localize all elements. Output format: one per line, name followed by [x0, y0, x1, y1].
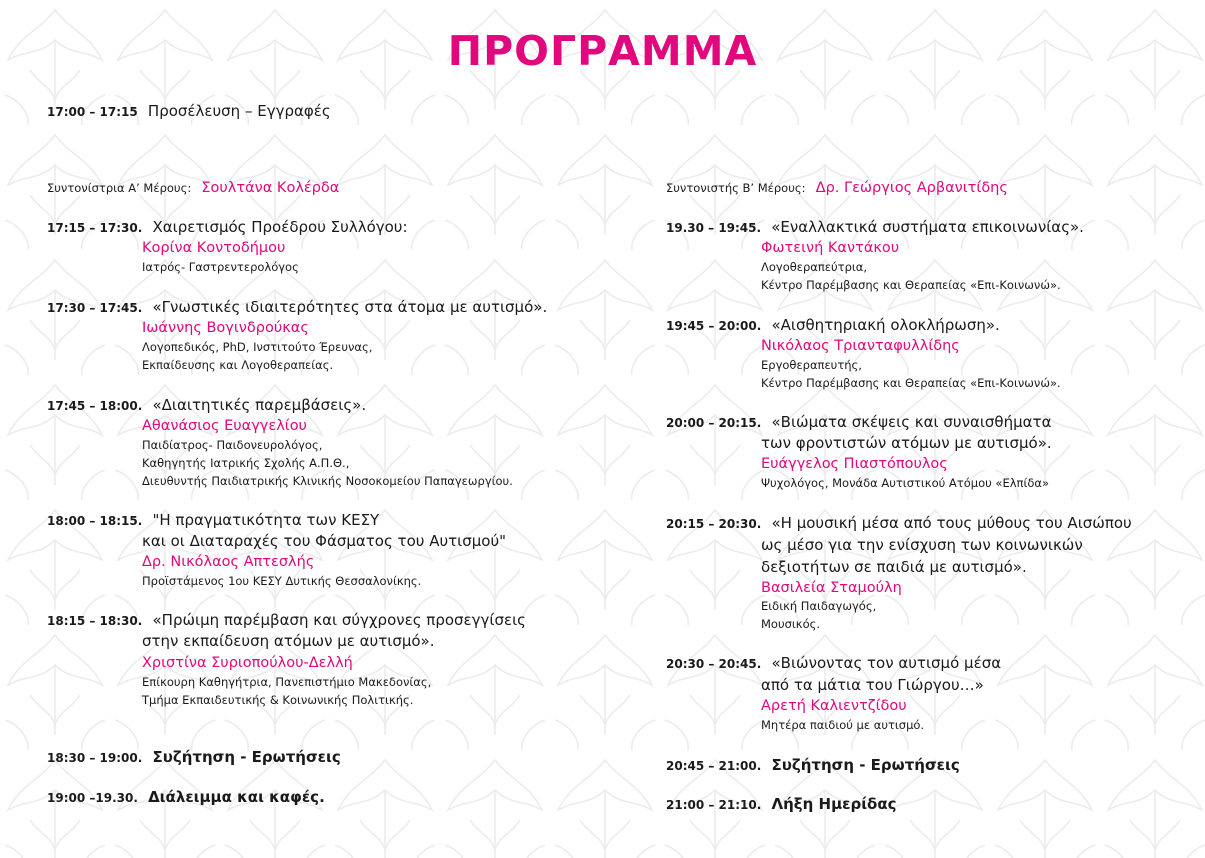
left-session-2: [47, 296, 547, 318]
closing-label: Λήξη Ημερίδας: [771, 795, 897, 813]
discussion-time: 18:30 – 19:00.: [47, 751, 143, 765]
right-session-2: [666, 314, 1000, 336]
session-speaker: Ευάγγελος Πιαστόπουλος: [761, 456, 948, 472]
session-time: 17:45 – 18:00.: [47, 399, 143, 413]
session-title: «Διαιτητικές παρεμβάσεις».: [152, 396, 367, 414]
session-title: «Βιώνοντας τον αυτισμό μέσα: [771, 654, 1002, 672]
session-speaker: Αθανάσιος Ευαγγελίου: [142, 418, 307, 434]
session-speaker: Ιωάννης Βογινδρούκας: [142, 320, 309, 336]
right-session-4: [666, 512, 1132, 534]
session-title: «Η μουσική μέσα από τους μύθους του Αισώπου: [771, 514, 1132, 532]
session-time: 19:45 – 20:00.: [666, 319, 762, 333]
right-session-5: [666, 652, 1001, 674]
right-closing: [666, 793, 897, 815]
session-speaker: Φωτεινή Καντάκου: [761, 240, 900, 256]
session-speaker: Κορίνα Κοντοδήμου: [142, 240, 286, 256]
left-coordinator-name: Σουλτάνα Κολέρδα: [201, 180, 340, 196]
session-affiliation: Μουσικός.: [761, 617, 821, 631]
session-title-cont: ως μέσο για την ενίσχυση των κοινωνικών: [761, 536, 1083, 554]
left-coordinator: [47, 177, 339, 196]
session-title: «Γνωστικές ιδιαιτερότητες στα άτομα με αυτισμό».: [152, 298, 548, 316]
discussion-time: 20:45 – 21:00.: [666, 759, 762, 773]
session-speaker: Δρ. Νικόλαος Απτεσλής: [142, 554, 315, 570]
session-title: «Αισθητηριακή ολοκλήρωση».: [771, 316, 1000, 334]
session-title-cont: δεξιοτήτων σε παιδιά με αυτισμό».: [761, 558, 1027, 576]
opening-label: Προσέλευση – Εγγραφές: [147, 102, 331, 120]
session-time: 19.30 – 19:45.: [666, 221, 762, 235]
session-affiliation: Ιατρός- Γαστρεντερολόγος: [142, 260, 299, 274]
session-speaker: Χριστίνα Συριοπούλου-Δελλή: [142, 655, 353, 671]
session-title-cont: και οι Διαταραχές του Φάσματος του Αυτισμού": [142, 532, 507, 550]
opening-time: 17:00 – 17:15: [47, 105, 138, 119]
right-coordinator: [666, 177, 1008, 196]
session-affiliation: Ειδική Παιδαγωγός,: [761, 599, 877, 613]
closing-time: 21:00 – 21:10.: [666, 798, 762, 812]
session-speaker: Νικόλαος Τριανταφυλλίδης: [761, 338, 960, 354]
session-affiliation: Εκπαίδευσης και Λογοθεραπείας.: [142, 358, 334, 372]
session-affiliation: Τμήμα Εκπαιδευτικής & Κοινωνικής Πολιτικής.: [142, 693, 414, 707]
session-speaker: Αρετή Καλιεντζίδου: [761, 698, 907, 714]
right-session-1: [666, 216, 1084, 238]
session-affiliation: Λογοθεραπεύτρια,: [761, 260, 868, 274]
left-session-3: [47, 394, 366, 416]
opening-row: [47, 101, 331, 120]
session-time: 17:15 – 17:30.: [47, 221, 143, 235]
session-title: «Εναλλακτικά συστήματα επικοινωνίας».: [771, 218, 1084, 236]
break-time: 19:00 –19.30.: [47, 791, 138, 805]
session-affiliation: Διευθυντής Παιδιατρικής Κλινικής Νοσοκομείου Παπαγεωργίου.: [142, 474, 513, 488]
right-coordinator-label: Συντονιστής Β’ Μέρους:: [666, 181, 806, 195]
session-affiliation: Παιδίατρος- Παιδονευρολόγος,: [142, 438, 323, 452]
session-affiliation: Λογοπεδικός, PhD, Ινστιτούτο Έρευνας,: [142, 340, 373, 354]
session-speaker: Βασιλεία Σταμούλη: [761, 580, 902, 596]
session-title-cont: από τα μάτια του Γιώργου…»: [761, 676, 984, 694]
page-title: ΠΡΟΓΡΑΜΜΑ: [447, 27, 758, 75]
session-time: 18:15 – 18:30.: [47, 614, 143, 628]
right-session-3: [666, 411, 1051, 433]
left-coordinator-label: Συντονίστρια Α’ Μέρους:: [47, 181, 192, 195]
session-time: 18:00 – 18:15.: [47, 514, 143, 528]
session-time: 20:00 – 20:15.: [666, 416, 762, 430]
session-affiliation: Κέντρο Παρέμβασης και Θεραπείας «Επι-Κοινωνώ».: [761, 278, 1061, 292]
session-title-cont: στην εκπαίδευση ατόμων με αυτισμό».: [142, 632, 435, 650]
session-title: Χαιρετισμός Προέδρου Συλλόγου:: [152, 218, 408, 236]
session-affiliation: Επίκουρη Καθηγήτρια, Πανεπιστήμιο Μακεδονίας,: [142, 675, 432, 689]
right-coordinator-name: Δρ. Γεώργιος Αρβανιτίδης: [815, 180, 1008, 196]
session-affiliation: Εργοθεραπευτής,: [761, 358, 862, 372]
session-title-cont: των φροντιστών ατόμων με αυτισμό».: [761, 434, 1052, 452]
session-affiliation: Ψυχολόγος, Μονάδα Αυτιστικού Ατόμου «Ελπίδα»: [761, 476, 1049, 490]
session-time: 20:15 – 20:30.: [666, 517, 762, 531]
break-label: Διάλειμμα και καφές.: [148, 788, 325, 806]
session-title: «Βιώματα σκέψεις και συναισθήματα: [771, 413, 1052, 431]
session-affiliation: Κέντρο Παρέμβασης και Θεραπείας «Επι-Κοινωνώ».: [761, 376, 1061, 390]
discussion-label: Συζήτηση - Ερωτήσεις: [152, 748, 341, 766]
session-time: 17:30 – 17:45.: [47, 301, 143, 315]
session-affiliation: Προϊστάμενος 1ου ΚΕΣΥ Δυτικής Θεσσαλονίκης.: [142, 574, 422, 588]
left-session-5: [47, 609, 526, 631]
session-title: "Η πραγματικότητα των ΚΕΣΥ: [152, 511, 380, 529]
left-session-1: [47, 216, 408, 238]
left-session-4: [47, 509, 379, 531]
session-title: «Πρώιμη παρέμβαση και σύγχρονες προσεγγίσεις: [152, 611, 526, 629]
session-affiliation: Μητέρα παιδιού με αυτισμό.: [761, 718, 925, 732]
session-affiliation: Καθηγητής Ιατρικής Σχολής Α.Π.Θ.,: [142, 456, 350, 470]
left-discussion: [47, 746, 341, 768]
session-time: 20:30 – 20:45.: [666, 657, 762, 671]
discussion-label: Συζήτηση - Ερωτήσεις: [771, 756, 960, 774]
right-discussion: [666, 754, 960, 776]
left-break: [47, 786, 325, 808]
